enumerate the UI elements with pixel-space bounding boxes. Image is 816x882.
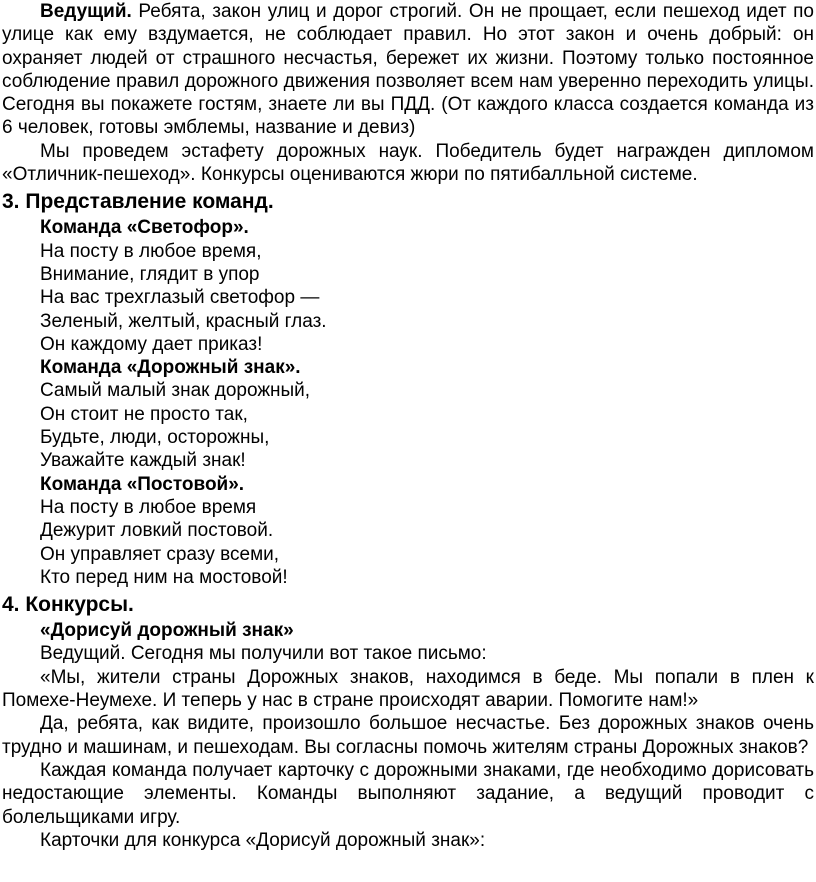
verse-line: Он стоит не просто так, xyxy=(40,403,248,425)
team-name: Команда «Светофор». xyxy=(40,217,249,239)
team-name: Команда «Дорожный знак». xyxy=(40,357,301,379)
contest-title: «Дорисуй дорожный знак» xyxy=(40,620,294,642)
section-3-heading: 3. Представление команд. xyxy=(2,190,274,214)
verse-line: Он управляет сразу всеми, xyxy=(40,543,280,565)
contest-paragraph: Карточки для конкурса «Дорисуй дорожный знак»: xyxy=(40,829,486,851)
intro-paragraph-2: Мы проведем эстафету дорожных наук. Победитель будет награжден дипломом «Отличник-пешеход». Конкурсы оцениваются жюри по пятибалльной системе. xyxy=(2,140,814,186)
intro-paragraph-1-text: Ребята, закон улиц и дорог строгий. Он не прощает, если пешеход идет по улице как ему вздумается, не соблюдает правил. Но этот закон и очень добрый: он охраняет людей от страшного несчастья, бережет их жизни. Поэтому только постоянное соблюдение правил дорожного движения позволяет всем нам уверенно переходить улицы. Сегодня вы покажете гостям, знаете ли вы ПДД. (От каждого класса создается команда из 6 человек, готовы эмблемы, название и девиз) xyxy=(2,1,814,139)
team-list xyxy=(2,216,814,589)
verse-line: Уважайте каждый знак! xyxy=(40,450,246,472)
section-4-heading: 4. Конкурсы. xyxy=(2,593,134,617)
contest-paragraph: Да, ребята, как видите, произошло большое несчастье. Без дорожных знаков очень трудно и машинам, и пешеходам. Вы согласны помочь жителям страны Дорожных знаков? xyxy=(2,713,814,758)
contest-paragraph: Ведущий. Сегодня мы получили вот такое письмо: xyxy=(40,643,487,665)
verse-line: На посту в любое время, xyxy=(40,240,262,262)
verse-line: Дежурит ловкий постовой. xyxy=(40,520,274,542)
verse-line: Зеленый, желтый, красный глаз. xyxy=(40,310,327,332)
speaker-label: Ведущий. xyxy=(40,1,132,22)
verse-line: На посту в любое время xyxy=(40,496,257,518)
contest-paragraph: Каждая команда получает карточку с дорожными знаками, где необходимо дорисовать недостающие элементы. Команды выполняют задание, а ведущий проводит с болельщиками игру. xyxy=(2,759,814,828)
intro-paragraph-1 xyxy=(2,0,814,140)
verse-line: Внимание, глядит в упор xyxy=(40,263,260,285)
verse-line: На вас трехглазый светофор — xyxy=(40,287,320,309)
team-name: Команда «Постовой». xyxy=(40,473,245,495)
contest-paragraph: «Мы, жители страны Дорожных знаков, находимся в беде. Мы попали в плен к Помехе-Неумехе. И теперь у нас в стране происходят аварии. Помогите нам!» xyxy=(2,666,814,712)
verse-line: Кто перед ним на мостовой! xyxy=(40,566,288,588)
verse-line: Самый малый знак дорожный, xyxy=(40,380,311,402)
verse-line: Будьте, люди, осторожны, xyxy=(40,427,270,449)
verse-line: Он каждому дает приказ! xyxy=(40,333,263,355)
